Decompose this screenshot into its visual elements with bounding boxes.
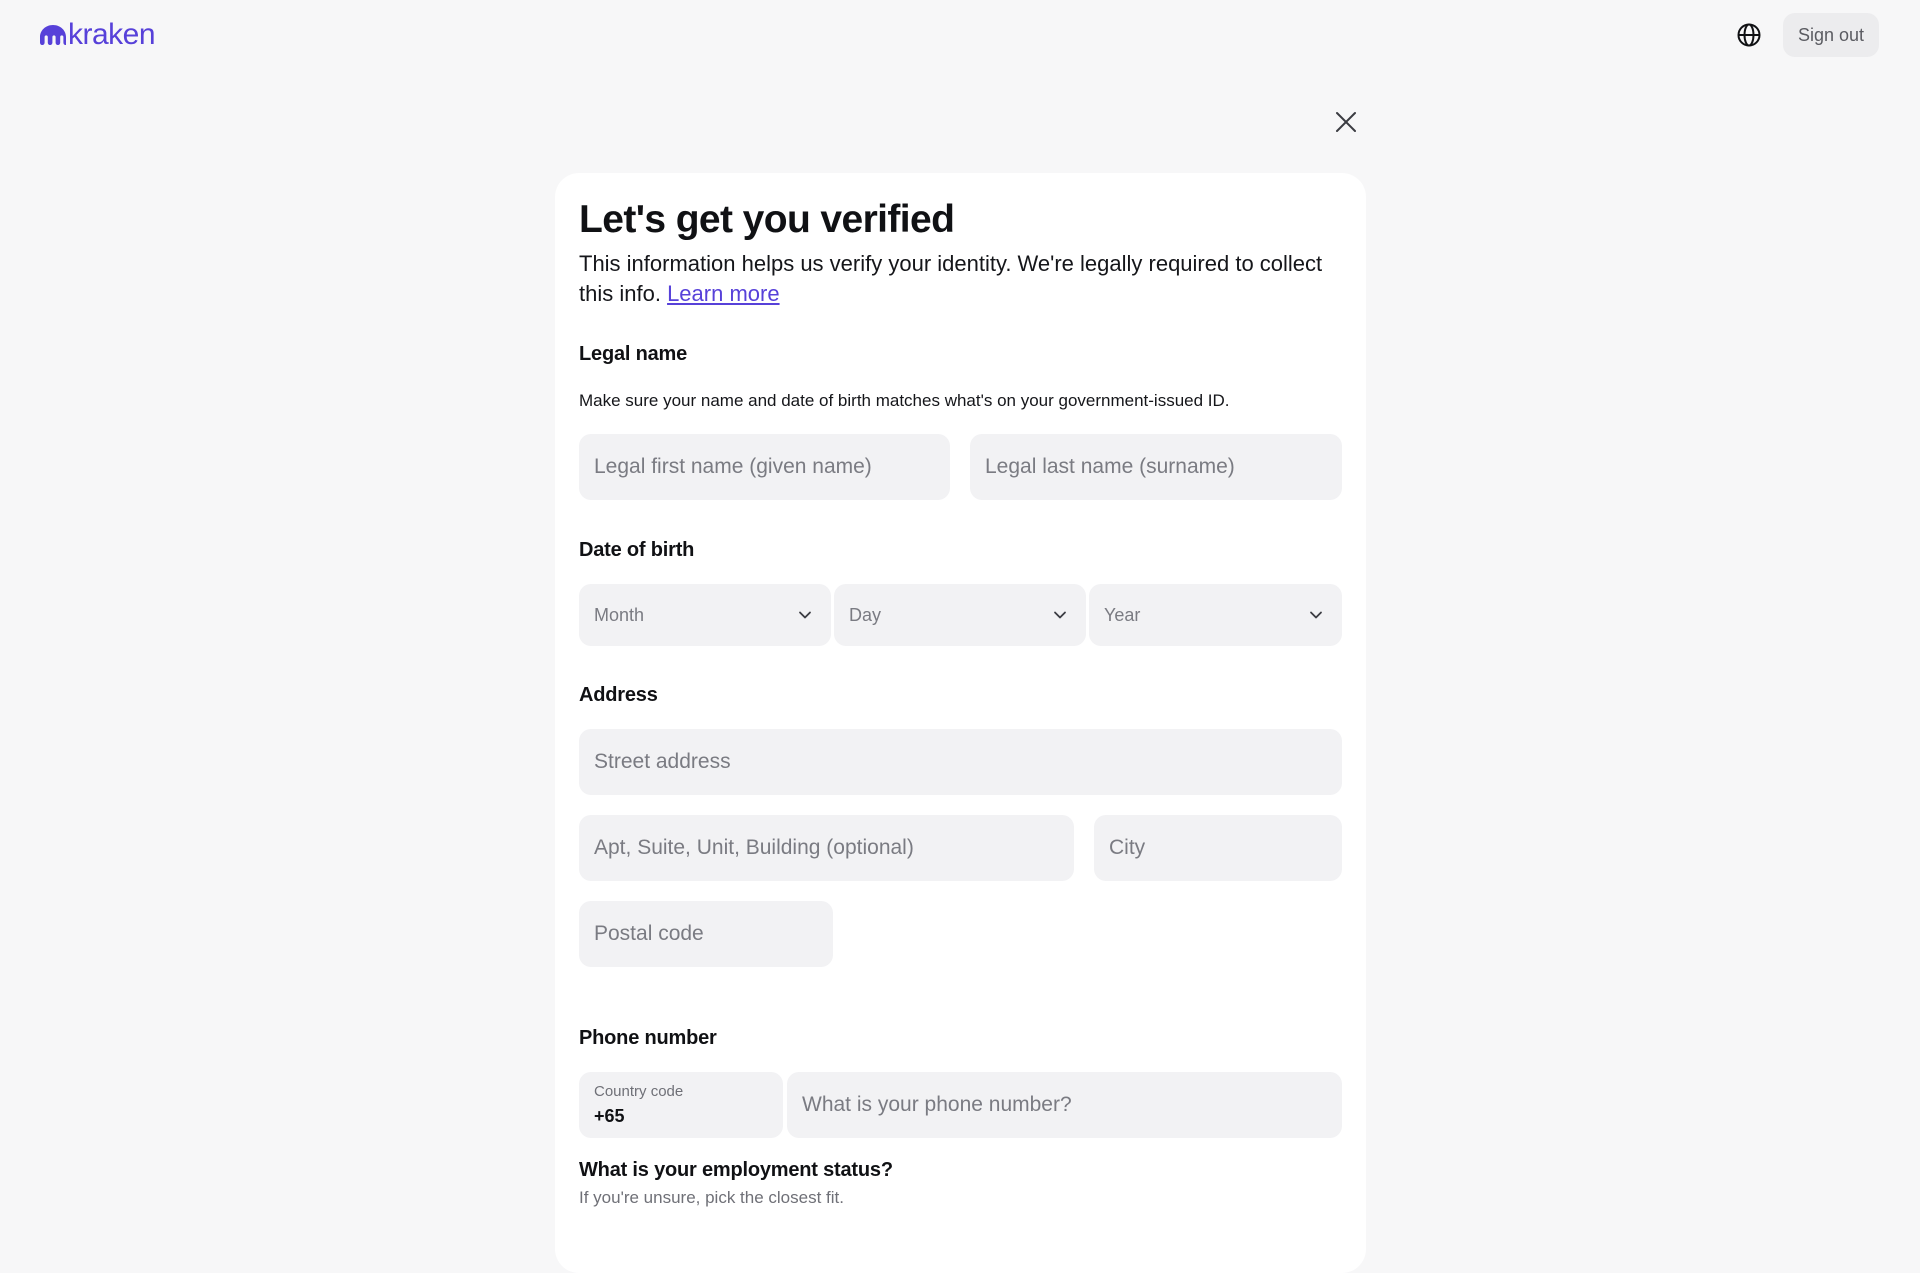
legal-name-helper: Make sure your name and date of birth matches what's on your government-issued ID.	[579, 391, 1230, 410]
country-code-label: Country code	[594, 1083, 684, 1100]
last-name-placeholder: Legal last name (surname)	[985, 455, 1235, 478]
postal-code-placeholder: Postal code	[594, 922, 704, 945]
apt-suite-input[interactable]	[579, 815, 1074, 881]
chevron-down-icon	[1052, 607, 1068, 623]
first-name-input[interactable]	[579, 434, 950, 500]
street-address-placeholder: Street address	[594, 750, 731, 773]
logo-wordmark: kraken	[68, 18, 156, 51]
chevron-down-icon	[797, 607, 813, 623]
day-select[interactable]	[834, 584, 1086, 646]
country-code-select[interactable]	[579, 1072, 783, 1138]
country-code-value: +65	[594, 1106, 625, 1126]
apt-suite-placeholder: Apt, Suite, Unit, Building (optional)	[594, 836, 914, 859]
intro-paragraph	[579, 249, 1349, 309]
day-select-label: Day	[849, 604, 882, 625]
postal-code-input[interactable]	[579, 901, 833, 967]
dob-heading: Date of birth	[579, 539, 695, 561]
verification-card	[555, 173, 1366, 1273]
phone-number-input[interactable]	[787, 1072, 1342, 1138]
close-icon[interactable]	[1334, 110, 1358, 134]
city-input[interactable]	[1094, 815, 1342, 881]
first-name-placeholder: Legal first name (given name)	[594, 455, 872, 478]
address-heading: Address	[579, 684, 658, 706]
phone-number-placeholder: What is your phone number?	[802, 1093, 1072, 1116]
globe-icon[interactable]	[1736, 22, 1762, 48]
kraken-logo-icon	[40, 25, 66, 45]
last-name-input[interactable]	[970, 434, 1342, 500]
employment-heading: What is your employment status?	[579, 1159, 893, 1181]
page-title: Let's get you verified	[579, 198, 955, 241]
street-address-input[interactable]	[579, 729, 1342, 795]
month-select-label: Month	[594, 604, 645, 625]
kraken-logo[interactable]	[40, 20, 155, 50]
employment-helper: If you're unsure, pick the closest fit.	[579, 1188, 844, 1207]
year-select-label: Year	[1104, 604, 1141, 625]
city-placeholder: City	[1109, 836, 1146, 859]
learn-more-link[interactable]: Learn more	[667, 281, 780, 306]
month-select[interactable]	[579, 584, 831, 646]
legal-name-heading: Legal name	[579, 343, 688, 365]
top-bar	[0, 0, 1920, 70]
chevron-down-icon	[1308, 607, 1324, 623]
phone-heading: Phone number	[579, 1027, 717, 1049]
intro-text: This information helps us verify your identity. We're legally required to collect this info.	[579, 251, 1323, 306]
sign-out-button[interactable]: Sign out	[1783, 13, 1879, 57]
year-select[interactable]	[1089, 584, 1342, 646]
